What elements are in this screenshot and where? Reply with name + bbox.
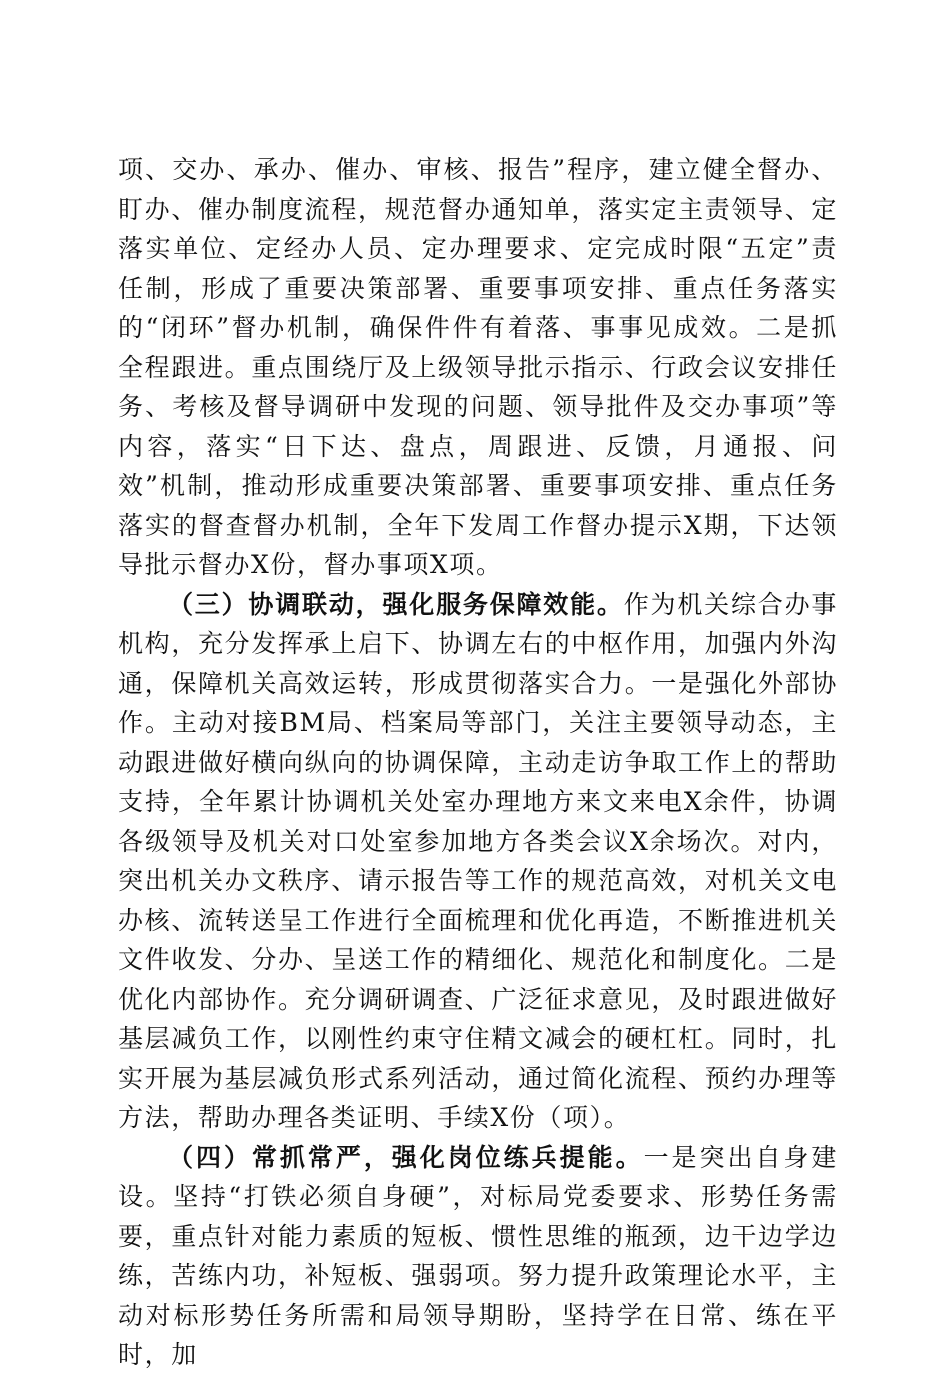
document-page (118, 150, 838, 1375)
body-paragraph (118, 150, 838, 585)
section-heading: （三）协调联动，强化服务保障效能。 (168, 589, 624, 619)
paragraph-text: 项、交办、承办、催办、审核、报告”程序，建立健全督办、盯办、催办制度流程，规范督办通知单，落实定主责领导、定落实单位、定经办人员、定办理要求、定完成时限“五定”责任制，形成了重要决策部署、重要事项安排、重点任务落实的“闭环”督办机制，确保件件有着落、事事见成效。二是抓全程跟进。重点围绕厅及上级领导批示指示、行政会议安排任务、考核及督导调研中发现的问题、领导批件及交办事项”等内容，落实“日下达、盘点，周跟进、反馈，月通报、问效”机制，推动形成重要决策部署、重要事项安排、重点任务落实的督查督办机制，全年下发周工作督办提示X期，下达领导批示督办X份，督办事项X项。 (118, 155, 838, 579)
section-four-paragraph (118, 1138, 838, 1375)
paragraph-text: 作为机关综合办事机构，充分发挥承上启下、协调左右的中枢作用，加强内外沟通，保障机关高效运转，形成贯彻落实合力。一是强化外部协作。主动对接BM局、档案局等部门，关注主要领导动态，主动跟进做好横向纵向的协调保障，主动走访争取工作上的帮助支持，全年累计协调机关处室办理地方来文来电X余件，协调各级领导及机关对口处室参加地方各类会议X余场次。对内，突出机关办文秩序、请示报告等工作的规范高效，对机关文电办核、流转送呈工作进行全面梳理和优化再造，不断推进机关文件收发、分办、呈送工作的精细化、规范化和制度化。二是优化内部协作。充分调研调查、广泛征求意见，及时跟进做好基层减负工作，以刚性约束守住精文减会的硬杠杠。同时，扎实开展为基层减负形式系列活动，通过简化流程、预约办理等方法，帮助办理各类证明、手续X份（项）。 (118, 589, 838, 1132)
section-three-paragraph (118, 585, 838, 1138)
paragraph-text: 一是突出自身建设。坚持“打铁必须自身硬”，对标局党委要求、形势任务需要，重点针对能力素质的短板、惯性思维的瓶颈，边干边学边练，苦练内功，补短板、强弱项。努力提升政策理论水平，主动对标形势任务所需和局领导期盼，坚持学在日常、练在平时，加 (118, 1142, 839, 1369)
section-heading: （四）常抓常严，强化岗位练兵提能。 (168, 1142, 644, 1172)
